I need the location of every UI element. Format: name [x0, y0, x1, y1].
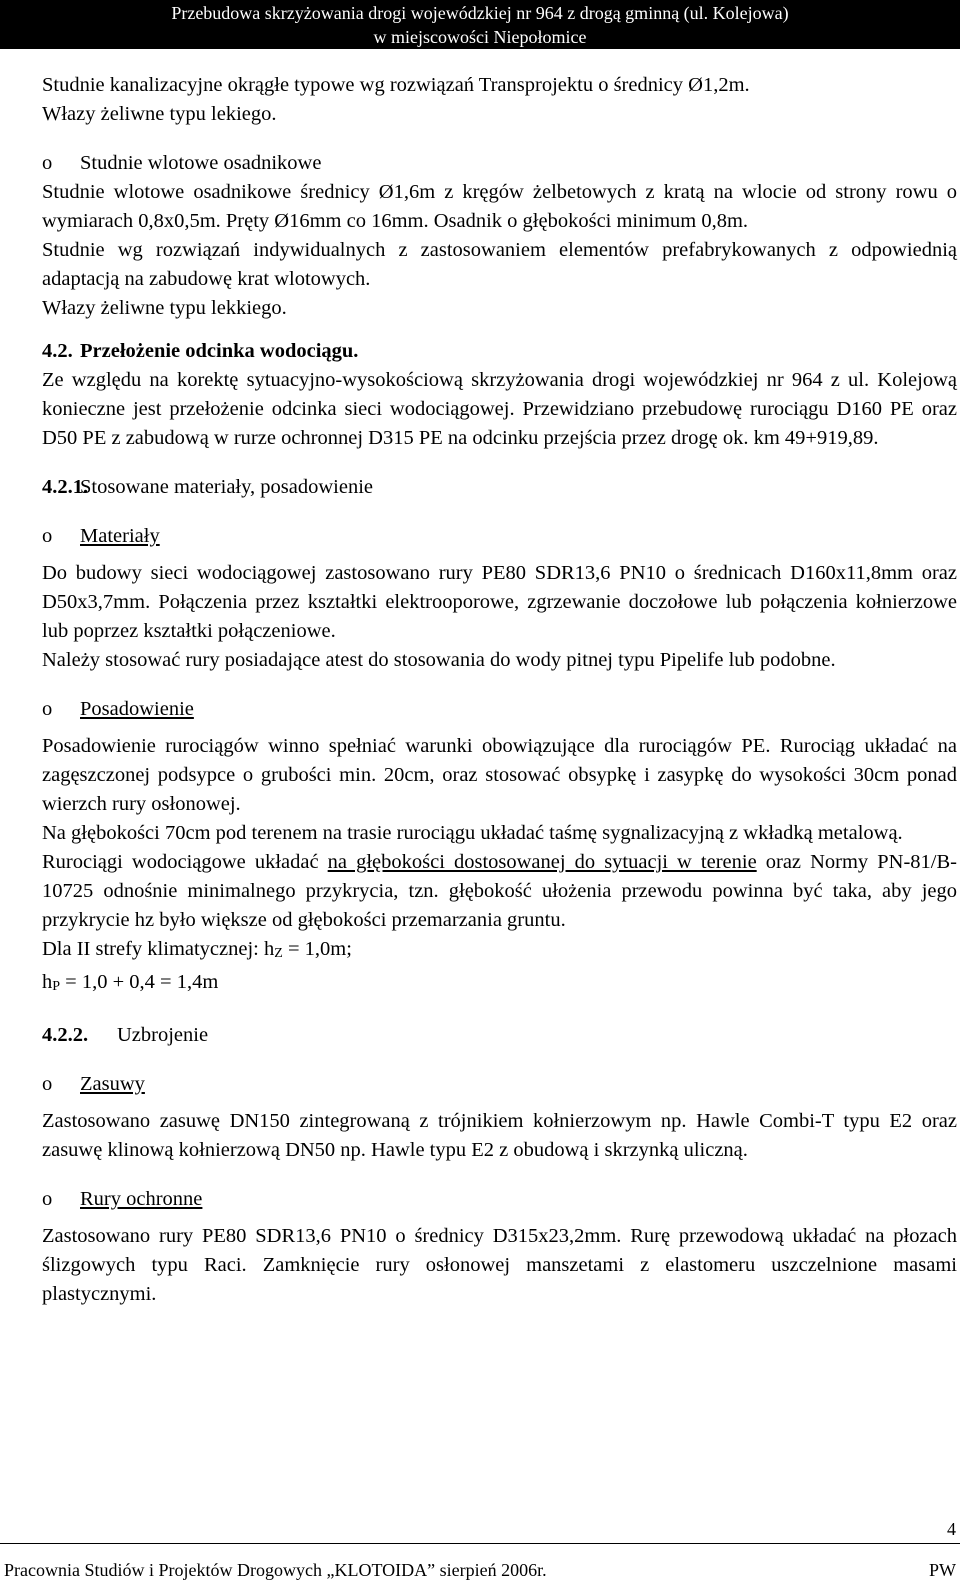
- header-line-2: w miejscowości Niepołomice: [373, 27, 587, 47]
- formula-line: hP = 1,0 + 0,4 = 1,4m: [42, 971, 219, 994]
- bullet-heading: Materiały: [80, 525, 160, 547]
- paragraph: Studnie wg rozwiązań indywidualnych z zastosowaniem elementów prefabrykowanych z odpowiednią adaptacją na zabudowę krat wlotowych.: [42, 239, 957, 290]
- section-number: 4.2.1.: [42, 476, 89, 498]
- section-heading: [42, 473, 957, 502]
- section-heading: [42, 1021, 957, 1050]
- footer-left-text: Pracownia Studiów i Projektów Drogowych „KLOTOIDA” sierpień 2006r.: [4, 1560, 547, 1580]
- page-footer: [0, 1543, 960, 1580]
- section-heading: [42, 337, 957, 366]
- section-title: Uzbrojenie: [117, 1024, 209, 1046]
- paragraph: Posadowienie rurociągów winno spełniać warunki obowiązujące dla rurociągów PE. Rurociąg układać na zagęszczonej podsypce o grubości min. 20cm, oraz stosować obsypkę i zasypkę do wysokości 30cm ponad wierzch rury osłonowej.: [42, 735, 957, 815]
- bullet-heading: Posadowienie: [80, 698, 194, 720]
- formula-line: Dla II strefy klimatycznej: hZ = 1,0m;: [42, 938, 352, 961]
- section-number: 4.2.2.: [42, 1024, 89, 1046]
- paragraph: Studnie wlotowe osadnikowe średnicy Ø1,6m z kręgów żelbetowych z kratą na wlocie od strony rowu o wymiarach 0,8x0,5m. Pręty Ø16mm co 16mm. Osadnik o głębokości minimum 0,8m.: [42, 181, 957, 232]
- paragraph: Zastosowano rury PE80 SDR13,6 PN10 o średnicy D315x23,2mm. Rurę przewodową układać na płozach ślizgowych typu Raci. Zamknięcie rury osłonowej manszetami z elastomeru uszczelnione masami plastycznymi.: [42, 1225, 957, 1305]
- bullet-item: [42, 149, 957, 178]
- bullet-heading: Studnie wlotowe osadnikowe: [80, 152, 322, 174]
- bullet-item: [42, 1070, 957, 1099]
- bullet-marker: o: [42, 698, 53, 720]
- footer-right-text: PW: [929, 1560, 956, 1580]
- paragraph: Ze względu na korektę sytuacyjno-wysokościową skrzyżowania drogi wojewódzkiej nr 964 z ul. Kolejową konieczne jest przełożenie odcinka sieci wodociągowej. Przewidziano przebudowę rurociągu D160 PE oraz D50 PE z zabudową w rurze ochronnej D315 PE na odcinku przejścia przez drogę ok. km 49+919,89.: [42, 369, 957, 449]
- paragraph: Rurociągi wodociągowe układać na głębokości dostosowanej do sytuacji w terenie oraz Normy PN-81/B-10725 odnośnie minimalnego przykrycia, tzn. głębokość ułożenia przewodu powinna być taka, aby jego przykrycie hz było większe od głębokości przemarzania gruntu.: [42, 851, 957, 931]
- bullet-marker: o: [42, 525, 53, 547]
- bullet-heading: Rury ochronne: [80, 1188, 203, 1210]
- paragraph: Należy stosować rury posiadające atest do stosowania do wody pitnej typu Pipelife lub podobne.: [42, 649, 836, 671]
- section-number: 4.2.: [42, 340, 73, 362]
- underlined-text: na głębokości dostosowanej do sytuacji w terenie: [327, 851, 757, 873]
- page-number: 4: [947, 1519, 956, 1539]
- section-title: Przełożenie odcinka wodociągu.: [80, 340, 359, 362]
- page-header: [0, 0, 960, 49]
- bullet-heading: Zasuwy: [80, 1073, 145, 1095]
- bullet-marker: o: [42, 152, 53, 174]
- paragraph: Włazy żeliwne typu lekkiego.: [42, 297, 287, 319]
- section-title: Stosowane materiały, posadowienie: [80, 476, 373, 498]
- paragraph: Do budowy sieci wodociągowej zastosowano rury PE80 SDR13,6 PN10 o średnicach D160x11,8mm oraz D50x3,7mm. Połączenia przez kształtki elektrooporowe, zgrzewanie doczołowe lub połączenia kołnierzowe lub poprzez kształtki połączeniowe.: [42, 562, 957, 642]
- paragraph: Studnie kanalizacyjne okrągłe typowe wg rozwiązań Transprojektu o średnicy Ø1,2m.: [42, 74, 750, 96]
- bullet-item: [42, 522, 957, 551]
- document-body: [42, 71, 957, 1309]
- paragraph: Na głębokości 70cm pod terenem na trasie rurociągu układać taśmę sygnalizacyjną z wkładką metalową.: [42, 822, 903, 844]
- bullet-marker: o: [42, 1073, 53, 1095]
- bullet-item: [42, 1185, 957, 1214]
- bullet-marker: o: [42, 1188, 53, 1210]
- bullet-item: [42, 695, 957, 724]
- paragraph: Zastosowano zasuwę DN150 zintegrowaną z trójnikiem kołnierzowym np. Hawle Combi-T typu E2 oraz zasuwę klinową kołnierzową DN50 np. Hawle typu E2 z obudową i skrzynką uliczną.: [42, 1110, 957, 1161]
- paragraph: Włazy żeliwne typu lekiego.: [42, 103, 277, 125]
- header-line-1: Przebudowa skrzyżowania drogi wojewódzkiej nr 964 z drogą gminną (ul. Kolejowa): [171, 3, 789, 23]
